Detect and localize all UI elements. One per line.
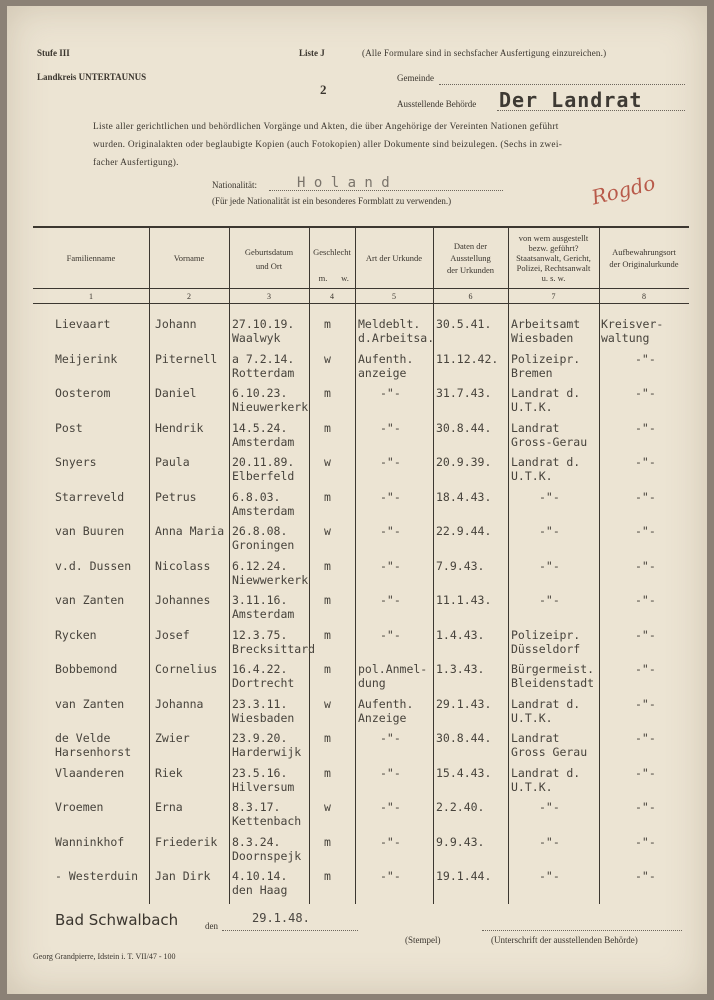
cell-aufbewahrungsort: -"- (635, 696, 656, 711)
cell-geburtsdatum: 23.3.11. (232, 696, 288, 711)
cell-aussteller-2: Gross-Gerau (511, 434, 588, 449)
cell-urkunde-art-2: anzeige (358, 365, 407, 380)
cell-aussteller: -"- (539, 524, 560, 538)
cell-ausstellung-datum: 20.9.39. (436, 455, 492, 469)
cell-vorname: Johann (155, 317, 197, 331)
cell-aussteller: -"- (539, 593, 560, 607)
cell-aussteller-2: U.T.K. (511, 400, 553, 414)
cell-ausstellung-datum: 30.8.44. (436, 731, 492, 745)
cell-geschlecht: m (324, 558, 331, 573)
header-daten-3: der Urkunden (447, 265, 494, 275)
cell-geburtsort: Niewwerkerk (232, 572, 309, 587)
cell-geburtsort: Amsterdam (232, 607, 295, 621)
cell-aussteller: -"- (539, 489, 560, 504)
footer-signature-line (482, 930, 682, 931)
cell-vorname: Petrus (155, 489, 197, 504)
cell-familienname: Vlaanderen (55, 765, 125, 780)
cell-aussteller: Arbeitsamt (511, 317, 581, 331)
cell-urkunde-art: Aufenth. (358, 351, 414, 366)
cell-geburtsdatum: 23.9.20. (232, 731, 288, 745)
col-number-8: 8 (642, 292, 646, 301)
cell-aussteller: Landrat (511, 420, 560, 435)
cell-geburtsort: Groningen (232, 538, 295, 552)
cell-vorname: Daniel (155, 386, 197, 400)
cell-vorname: Johanna (155, 696, 204, 711)
table-top-rule (33, 226, 689, 228)
table-header-rule (33, 288, 689, 289)
cell-urkunde-art-2: Anzeige (358, 710, 407, 725)
cell-geburtsdatum: 14.5.24. (232, 420, 288, 435)
cell-vorname: Paula (155, 455, 190, 469)
cell-aussteller: Polizeipr. (511, 351, 581, 366)
cell-familienname: - Westerduin (55, 869, 139, 883)
cell-geburtsdatum: 6.10.23. (232, 386, 288, 400)
cell-urkunde-art: -"- (380, 455, 401, 469)
cell-ausstellung-datum: 22.9.44. (436, 524, 492, 538)
cell-ausstellung-datum: 15.4.43. (436, 765, 492, 780)
cell-geburtsort: Amsterdam (232, 434, 295, 449)
col-number-1: 1 (89, 292, 93, 301)
cell-geschlecht: m (324, 386, 331, 400)
table-number-rule (33, 303, 689, 304)
cell-aussteller-2: Bremen (511, 365, 553, 380)
cell-familienname: van Zanten (55, 593, 125, 607)
footer-printer: Georg Grandpierre, Idstein i. T. VII/47 - 100 (33, 952, 176, 961)
behoerde-label: Ausstellende Behörde (397, 99, 477, 109)
cell-geschlecht: m (324, 317, 331, 331)
cell-ausstellung-datum: 9.9.43. (436, 834, 485, 849)
col-divider-6 (508, 226, 509, 904)
cell-geburtsdatum: 6.8.03. (232, 489, 281, 504)
cell-geburtsort: Hilversum (232, 779, 295, 794)
cell-urkunde-art: -"- (380, 558, 401, 573)
cell-familienname: Vroemen (55, 800, 104, 814)
cell-vorname: Johannes (155, 593, 211, 607)
cell-vorname: Riek (155, 765, 183, 780)
page-number: 2 (320, 82, 327, 97)
cell-urkunde-art-2: d.Arbeitsa. (358, 331, 435, 345)
cell-aussteller-2: U.T.K. (511, 469, 553, 483)
cell-urkunde-art: -"- (380, 869, 401, 883)
cell-geschlecht: m (324, 627, 331, 642)
cell-geburtsdatum: 3.11.16. (232, 593, 288, 607)
col-number-3: 3 (267, 292, 271, 301)
cell-geburtsort: Nieuwerkerk (232, 400, 309, 414)
cell-aussteller: Polizeipr. (511, 627, 581, 642)
cell-familienname: Oosterom (55, 386, 111, 400)
intro-line-1: Liste aller gerichtlichen und behördlichen Vorgänge und Akten, die über Angehörige der Vereinten Nationen geführt (93, 122, 559, 132)
cell-vorname: Nicolass (155, 558, 211, 573)
cell-geburtsdatum: 8.3.17. (232, 800, 281, 814)
liste-note: (Alle Formulare sind in sechsfacher Ausfertigung einzureichen.) (362, 48, 607, 58)
cell-geburtsdatum: 6.12.24. (232, 558, 288, 573)
cell-ausstellung-datum: 1.3.43. (436, 662, 485, 676)
cell-familienname: Bobbemond (55, 662, 118, 676)
cell-aussteller-2: U.T.K. (511, 710, 553, 725)
cell-aufbewahrungsort: -"- (635, 455, 656, 469)
cell-ausstellung-datum: 19.1.44. (436, 869, 492, 883)
cell-geschlecht: w (324, 351, 331, 366)
cell-vorname: Jan Dirk (155, 869, 211, 883)
header-daten-2: Ausstellung (450, 253, 491, 263)
cell-aufbewahrungsort: -"- (635, 662, 656, 676)
col-number-7: 7 (551, 292, 556, 301)
cell-aussteller: Landrat d. (511, 455, 581, 469)
cell-geburtsort: Kettenbach (232, 814, 302, 828)
cell-aufbewahrungsort: -"- (635, 524, 656, 538)
document-sheet (7, 6, 707, 994)
cell-aussteller: Landrat (511, 731, 560, 745)
cell-aufbewahrungsort: -"- (635, 765, 656, 780)
cell-geburtsdatum: 23.5.16. (232, 765, 288, 780)
nationality-value: H o l a n d (297, 175, 390, 191)
cell-geburtsdatum: a 7.2.14. (232, 351, 295, 366)
header-von-5: u. s. w. (541, 273, 566, 283)
cell-urkunde-art: Aufenth. (358, 696, 414, 711)
header-m: m. (318, 273, 328, 283)
footer-den-label: den (205, 921, 218, 931)
cell-vorname: Cornelius (155, 662, 218, 676)
footer-unterschrift-label: (Unterschrift der ausstellenden Behörde) (491, 935, 638, 945)
cell-geburtsdatum: 12.3.75. (232, 627, 288, 642)
cell-aufbewahrungsort: -"- (635, 558, 656, 573)
cell-geburtsort: Harderwijk (232, 745, 302, 759)
cell-familienname: Rycken (55, 627, 97, 642)
cell-familienname: Post (55, 420, 83, 435)
cell-urkunde-art: -"- (380, 420, 401, 435)
footer-date: 29.1.48. (252, 911, 310, 925)
cell-geburtsort: Brecksittard (232, 641, 316, 656)
header-w: w. (341, 273, 349, 283)
cell-vorname: Hendrik (155, 420, 204, 435)
cell-ausstellung-datum: 18.4.43. (436, 489, 492, 504)
cell-aufbewahrungsort: -"- (635, 593, 656, 607)
cell-urkunde-art: -"- (380, 765, 401, 780)
cell-aufbewahrungsort-2: waltung (601, 331, 650, 345)
cell-aufbewahrungsort: -"- (635, 351, 656, 366)
col-divider-1 (149, 226, 150, 904)
cell-geschlecht: m (324, 765, 331, 780)
behoerde-stamp: Der Landrat (499, 88, 643, 112)
cell-urkunde-art: -"- (380, 386, 401, 400)
stufe-label: Stufe III (37, 48, 70, 58)
cell-vorname: Zwier (155, 731, 190, 745)
cell-urkunde-art: -"- (380, 731, 401, 745)
cell-geschlecht: w (324, 800, 331, 814)
cell-ausstellung-datum: 30.5.41. (436, 317, 492, 331)
cell-ausstellung-datum: 31.7.43. (436, 386, 492, 400)
cell-ausstellung-datum: 1.4.43. (436, 627, 485, 642)
cell-vorname: Josef (155, 627, 190, 642)
header-von-3: Staatsanwalt, Gericht, (516, 253, 591, 263)
cell-geburtsort: Elberfeld (232, 469, 295, 483)
header-von-1: von wem ausgestellt (518, 233, 589, 243)
cell-geschlecht: w (324, 524, 331, 538)
header-art: Art der Urkunde (365, 253, 423, 263)
cell-familienname: de Velde (55, 731, 111, 745)
col-divider-7 (599, 226, 600, 904)
cell-aussteller-2: Gross Gerau (511, 745, 588, 759)
cell-aufbewahrungsort: -"- (635, 731, 656, 745)
cell-aussteller-2: U.T.K. (511, 779, 553, 794)
cell-ausstellung-datum: 2.2.40. (436, 800, 485, 814)
cell-aussteller: Bürgermeist. (511, 662, 595, 676)
cell-aufbewahrungsort: -"- (635, 627, 656, 642)
cell-urkunde-art: -"- (380, 627, 401, 642)
cell-familienname: van Buuren (55, 524, 125, 538)
footer-place: Bad Schwalbach (55, 911, 179, 929)
cell-familienname-2: Harsenhorst (55, 745, 132, 759)
cell-ausstellung-datum: 11.1.43. (436, 593, 492, 607)
cell-familienname: Lievaart (55, 317, 111, 331)
cell-geburtsort: Amsterdam (232, 503, 295, 518)
cell-vorname: Friederik (155, 834, 218, 849)
header-von-2: bezw. geführt? (528, 243, 579, 253)
cell-aussteller-2: Bleidenstadt (511, 676, 595, 690)
gemeinde-line (439, 84, 685, 85)
cell-urkunde-art: -"- (380, 800, 401, 814)
header-geburt-1: Geburtsdatum (244, 247, 294, 257)
cell-urkunde-art: -"- (380, 489, 401, 504)
cell-aufbewahrungsort: -"- (635, 489, 656, 504)
intro-line-2: wurden. Originalakten oder beglaubigte Kopien (auch Fotokopien) aller Dokumente sind beizulegen. (Sechs in zwei- (93, 140, 563, 150)
nationality-label: Nationalität: (212, 180, 257, 190)
cell-aufbewahrungsort: -"- (635, 834, 656, 849)
cell-urkunde-art: -"- (380, 834, 401, 849)
cell-urkunde-art: -"- (380, 524, 401, 538)
cell-familienname: Meijerink (55, 351, 118, 366)
cell-geschlecht: m (324, 489, 331, 504)
records-table (33, 226, 689, 904)
cell-geburtsort: Rotterdam (232, 365, 295, 380)
cell-familienname: van Zanten (55, 696, 125, 711)
cell-geburtsdatum: 8.3.24. (232, 834, 281, 849)
cell-geschlecht: m (324, 593, 331, 607)
col-number-2: 2 (187, 292, 191, 301)
cell-ausstellung-datum: 30.8.44. (436, 420, 492, 435)
cell-aussteller: Landrat d. (511, 696, 581, 711)
nationality-note: (Für jede Nationalität ist ein besonderes Formblatt zu verwenden.) (212, 196, 452, 206)
signature-mark: Rogdo (589, 170, 658, 210)
cell-familienname: v.d. Dussen (55, 558, 132, 573)
cell-geburtsdatum: 20.11.89. (232, 455, 295, 469)
header-vorname: Vorname (173, 253, 205, 263)
cell-geschlecht: m (324, 869, 331, 883)
cell-aussteller: Landrat d. (511, 765, 581, 780)
cell-ausstellung-datum: 29.1.43. (436, 696, 492, 711)
cell-aufbewahrungsort: -"- (635, 800, 656, 814)
cell-geschlecht: m (324, 662, 331, 676)
landkreis-label: Landkreis UNTERTAUNUS (37, 72, 147, 82)
cell-urkunde-art: pol.Anmel- (358, 662, 428, 676)
header-aufb-2: der Originalurkunde (609, 259, 679, 269)
cell-aussteller-2: Düsseldorf (511, 641, 581, 656)
cell-vorname: Erna (155, 800, 183, 814)
header-von-4: Polizei, Rechtsanwalt (516, 263, 591, 273)
cell-vorname: Piternell (155, 351, 218, 366)
cell-geburtsdatum: 4.10.14. (232, 869, 288, 883)
cell-geschlecht: w (324, 696, 331, 711)
cell-geburtsort: Doornspejk (232, 848, 302, 863)
cell-geschlecht: w (324, 455, 331, 469)
cell-aufbewahrungsort: Kreisver- (601, 317, 664, 331)
cell-aussteller: -"- (539, 558, 560, 573)
cell-urkunde-art: -"- (380, 593, 401, 607)
col-divider-4 (355, 226, 356, 904)
cell-aussteller-2: Wiesbaden (511, 331, 574, 345)
cell-urkunde-art: Meldeblt. (358, 317, 421, 331)
cell-geschlecht: m (324, 731, 331, 745)
cell-aufbewahrungsort: -"- (635, 869, 656, 883)
col-number-6: 6 (468, 292, 473, 301)
header-aufb-1: Aufbewahrungsort (612, 247, 676, 257)
col-divider-3 (309, 226, 310, 904)
cell-familienname: Wanninkhof (55, 834, 125, 849)
intro-line-3: facher Ausfertigung). (93, 158, 179, 168)
cell-urkunde-art-2: dung (358, 676, 386, 690)
cell-familienname: Starreveld (55, 489, 125, 504)
col-number-4: 4 (330, 292, 334, 301)
gemeinde-label: Gemeinde (397, 73, 434, 83)
cell-ausstellung-datum: 7.9.43. (436, 558, 485, 573)
cell-geburtsort: Wiesbaden (232, 710, 295, 725)
cell-aussteller: -"- (539, 800, 560, 814)
cell-geburtsort: Waalwyk (232, 331, 281, 345)
header-geschlecht: Geschlecht (313, 247, 351, 257)
col-number-5: 5 (392, 292, 396, 301)
cell-aussteller: -"- (539, 869, 560, 883)
footer-date-line (222, 930, 358, 931)
cell-vorname: Anna Maria (155, 524, 225, 538)
liste-label: Liste J (299, 48, 325, 58)
cell-aufbewahrungsort: -"- (635, 420, 656, 435)
col-divider-5 (433, 226, 434, 904)
cell-ausstellung-datum: 11.12.42. (436, 351, 499, 366)
cell-geburtsdatum: 27.10.19. (232, 317, 295, 331)
header-daten-1: Daten der (453, 241, 488, 251)
cell-aussteller: Landrat d. (511, 386, 581, 400)
header-geburt-2: und Ort (255, 261, 283, 271)
cell-geschlecht: m (324, 420, 331, 435)
cell-geschlecht: m (324, 834, 331, 849)
cell-geburtsort: den Haag (232, 883, 288, 897)
cell-geburtsdatum: 16.4.22. (232, 662, 288, 676)
footer-stempel-label: (Stempel) (405, 935, 441, 945)
cell-aussteller: -"- (539, 834, 560, 849)
header-familienname: Familienname (66, 253, 116, 263)
col-divider-2 (229, 226, 230, 904)
cell-geburtsdatum: 26.8.08. (232, 524, 288, 538)
cell-familienname: Snyers (55, 455, 97, 469)
cell-aufbewahrungsort: -"- (635, 386, 656, 400)
cell-geburtsort: Dortrecht (232, 676, 295, 690)
